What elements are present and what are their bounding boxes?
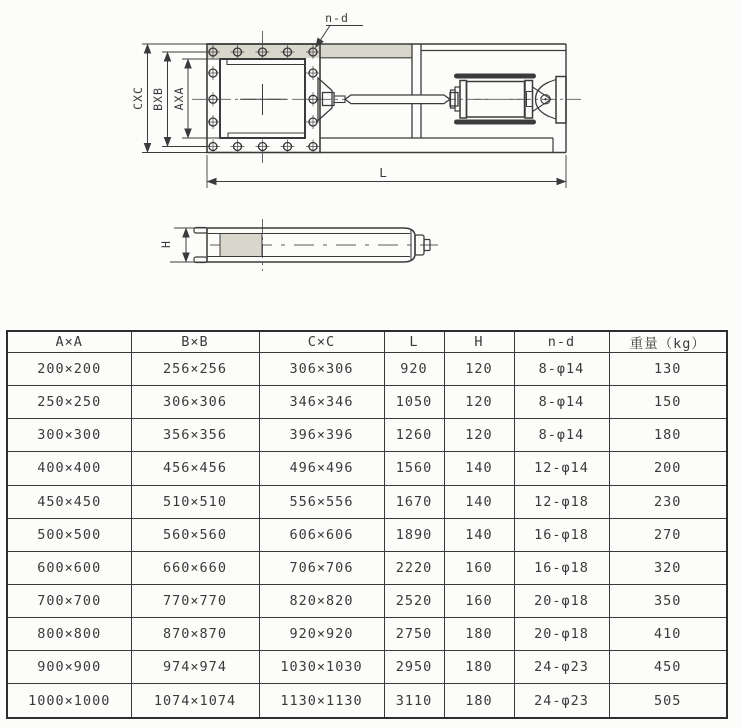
spec-cell: 820×820 (259, 584, 384, 617)
spec-cell: 120 (444, 353, 514, 386)
spec-cell: 180 (444, 651, 514, 684)
spec-cell: 180 (609, 419, 727, 452)
spec-cell: 120 (444, 386, 514, 419)
spec-table-header (7, 331, 727, 353)
gate-stem (318, 78, 458, 121)
side-view-shade (220, 233, 262, 257)
spec-cell: 700×700 (7, 584, 131, 617)
spec-cell: 1030×1030 (259, 651, 384, 684)
spec-cell: 560×560 (131, 518, 259, 551)
spec-cell: 920×920 (259, 618, 384, 651)
inlet-flange (207, 44, 320, 153)
spec-cell: 306×306 (131, 386, 259, 419)
col-header-cxc: C×C (259, 331, 384, 353)
spec-cell: 130 (609, 353, 727, 386)
spec-cell: 1260 (384, 419, 444, 452)
spec-cell: 510×510 (131, 485, 259, 518)
spec-cell: 16-φ18 (514, 518, 609, 551)
spec-cell: 556×556 (259, 485, 384, 518)
spec-cell: 200×200 (7, 353, 131, 386)
spec-cell: 1074×1074 (131, 684, 259, 718)
spec-cell: 180 (444, 618, 514, 651)
spec-cell: 2520 (384, 584, 444, 617)
col-header-h: H (444, 331, 514, 353)
spec-cell: 600×600 (7, 551, 131, 584)
spec-row (7, 551, 727, 584)
spec-cell: 900×900 (7, 651, 131, 684)
spec-cell: 8-φ14 (514, 353, 609, 386)
spec-cell: 1130×1130 (259, 684, 384, 718)
spec-cell: 160 (444, 551, 514, 584)
dim-label-bxb: BXB (151, 87, 165, 111)
spec-cell: 496×496 (259, 452, 384, 485)
spec-row (7, 452, 727, 485)
spec-cell: 505 (609, 684, 727, 718)
spec-cell: 150 (609, 386, 727, 419)
dimensions (142, 26, 566, 263)
spec-cell: 606×606 (259, 518, 384, 551)
spec-cell: 320 (609, 551, 727, 584)
spec-cell: 456×456 (131, 452, 259, 485)
spec-cell: 8-φ14 (514, 386, 609, 419)
spec-cell: 800×800 (7, 618, 131, 651)
spec-cell: 12-φ18 (514, 485, 609, 518)
spec-table (6, 330, 728, 719)
col-header-axa: A×A (7, 331, 131, 353)
spec-row (7, 584, 727, 617)
spec-row (7, 518, 727, 551)
spec-cell: 346×346 (259, 386, 384, 419)
technical-drawing (0, 0, 741, 322)
spec-cell: 24-φ23 (514, 651, 609, 684)
spec-cell: 1050 (384, 386, 444, 419)
header-row (7, 331, 727, 353)
spec-cell: 120 (444, 419, 514, 452)
col-header-nd: n-d (514, 331, 609, 353)
spec-cell: 410 (609, 618, 727, 651)
spec-cell: 256×256 (131, 353, 259, 386)
spec-cell: 500×500 (7, 518, 131, 551)
spec-cell: 20-φ18 (514, 584, 609, 617)
spec-cell: 920 (384, 353, 444, 386)
spec-cell: 1560 (384, 452, 444, 485)
spec-table-body (7, 353, 727, 719)
dim-label-l: L (379, 165, 387, 180)
spec-cell: 706×706 (259, 551, 384, 584)
spec-cell: 16-φ18 (514, 551, 609, 584)
spec-row (7, 684, 727, 718)
spec-cell: 2220 (384, 551, 444, 584)
spec-cell: 20-φ18 (514, 618, 609, 651)
spec-cell: 1890 (384, 518, 444, 551)
spec-cell: 140 (444, 518, 514, 551)
spec-cell: 270 (609, 518, 727, 551)
spec-cell: 306×306 (259, 353, 384, 386)
spec-cell: 140 (444, 485, 514, 518)
spec-cell: 396×396 (259, 419, 384, 452)
spec-cell: 2750 (384, 618, 444, 651)
spec-cell: 450 (609, 651, 727, 684)
col-header-l: L (384, 331, 444, 353)
spec-cell: 230 (609, 485, 727, 518)
spec-cell: 974×974 (131, 651, 259, 684)
spec-cell: 180 (444, 684, 514, 718)
col-header-bxb: B×B (131, 331, 259, 353)
spec-cell: 8-φ14 (514, 419, 609, 452)
spec-row (7, 485, 727, 518)
spec-cell: 160 (444, 584, 514, 617)
spec-cell: 350 (609, 584, 727, 617)
spec-row (7, 651, 727, 684)
spec-cell: 3110 (384, 684, 444, 718)
spec-row (7, 618, 727, 651)
spec-cell: 1000×1000 (7, 684, 131, 718)
spec-cell: 1670 (384, 485, 444, 518)
spec-row (7, 419, 727, 452)
spec-cell: 12-φ14 (514, 452, 609, 485)
spec-cell: 140 (444, 452, 514, 485)
spec-cell: 24-φ23 (514, 684, 609, 718)
spec-cell: 870×870 (131, 618, 259, 651)
spec-cell: 770×770 (131, 584, 259, 617)
spec-cell: 300×300 (7, 419, 131, 452)
dim-label-nd: n-d (325, 11, 349, 25)
spec-cell: 356×356 (131, 419, 259, 452)
spec-cell: 200 (609, 452, 727, 485)
spec-cell: 450×450 (7, 485, 131, 518)
spec-cell: 660×660 (131, 551, 259, 584)
col-header-weight: 重量（kg） (609, 331, 727, 353)
spec-cell: 400×400 (7, 452, 131, 485)
dim-label-cxc: CXC (131, 86, 145, 110)
spec-row (7, 386, 727, 419)
spec-row (7, 353, 727, 386)
spec-cell: 2950 (384, 651, 444, 684)
dim-label-axa: AXA (172, 86, 186, 111)
dim-label-h: H (159, 240, 173, 248)
front-view (206, 44, 566, 154)
spec-cell: 250×250 (7, 386, 131, 419)
